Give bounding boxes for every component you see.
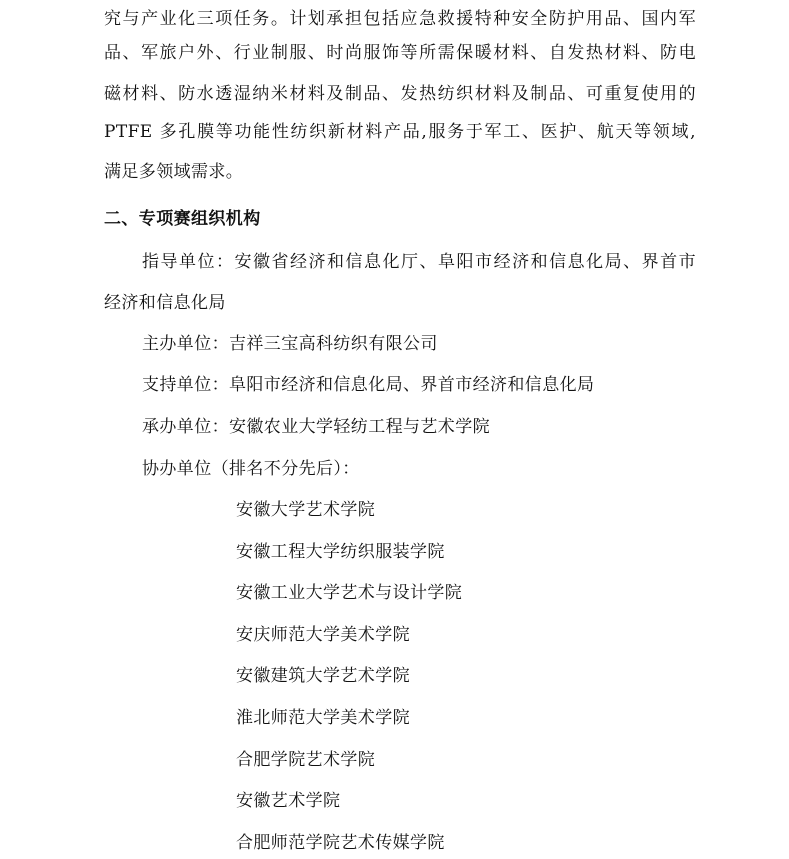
intro-line-3: 磁材料、防水透湿纳米材料及制品、发热纺织材料及制品、可重复使用的 [104, 84, 696, 104]
support-unit: 支持单位：阜阳市经济和信息化局、界首市经济和信息化局 [142, 375, 595, 395]
intro-line-4: PTFE 多孔膜等功能性纺织新材料产品,服务于军工、医护、航天等领域, [104, 122, 696, 142]
co-organizer-item: 安庆师范大学美术学院 [236, 625, 410, 645]
intro-line-2: 品、军旅户外、行业制服、时尚服饰等所需保暖材料、自发热材料、防电 [104, 43, 696, 63]
guidance-unit-line-1: 指导单位：安徽省经济和信息化厅、阜阳市经济和信息化局、界首市 [142, 252, 696, 272]
co-organizer-item: 安徽工程大学纺织服装学院 [236, 542, 445, 562]
host-unit: 主办单位：吉祥三宝高科纺织有限公司 [142, 334, 438, 354]
intro-line-1: 究与产业化三项任务。计划承担包括应急救援特种安全防护用品、国内军 [104, 9, 696, 29]
co-organizer-item: 安徽建筑大学艺术学院 [236, 666, 410, 686]
co-organizer-item: 淮北师范大学美术学院 [236, 708, 410, 728]
co-organizers-label: 协办单位（排名不分先后）： [142, 459, 360, 479]
co-organizer-item: 合肥师范学院艺术传媒学院 [236, 833, 445, 853]
co-organizer-item: 安徽工业大学艺术与设计学院 [236, 583, 463, 603]
co-organizer-item: 安徽艺术学院 [236, 791, 341, 811]
guidance-unit-line-2: 经济和信息化局 [104, 293, 226, 313]
section-heading: 二、专项赛组织机构 [104, 209, 261, 229]
organizer-unit: 承办单位：安徽农业大学轻纺工程与艺术学院 [142, 417, 490, 437]
intro-line-5: 满足多领域需求。 [104, 162, 244, 182]
co-organizer-item: 合肥学院艺术学院 [236, 750, 376, 770]
co-organizer-item: 安徽大学艺术学院 [236, 500, 376, 520]
